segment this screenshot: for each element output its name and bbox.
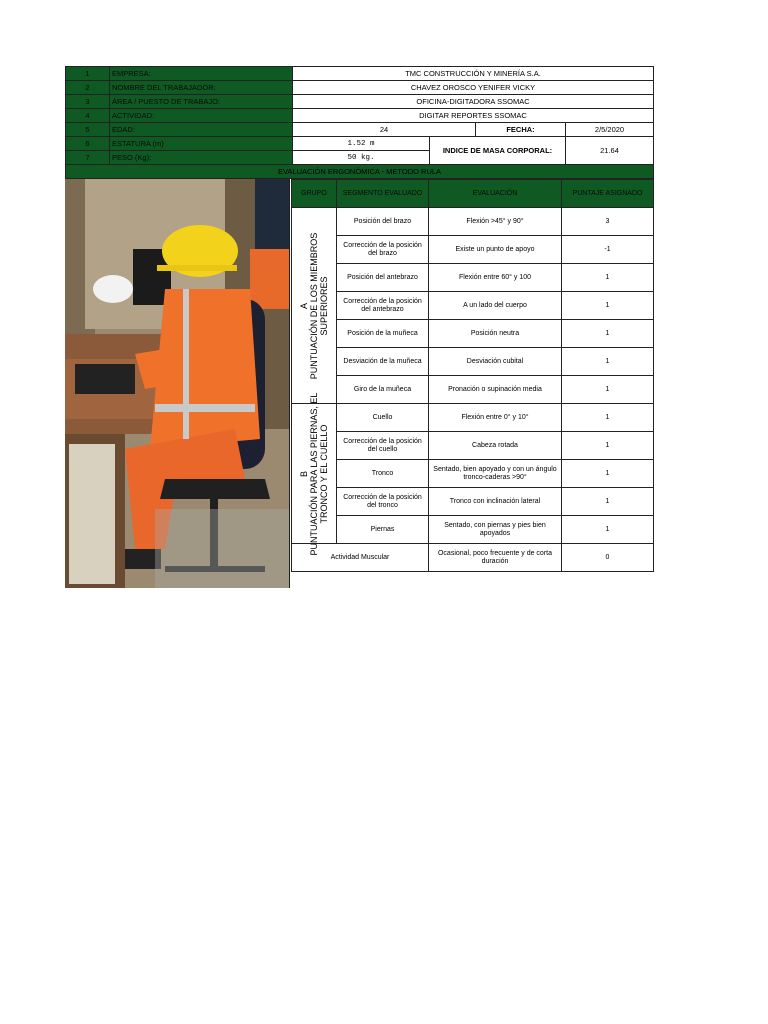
- evaluation-cell: Desviación cubital: [429, 348, 562, 376]
- muscular-eval: Ocasional, poco frecuente y de corta duración: [429, 544, 562, 572]
- table-row: [292, 432, 654, 460]
- header-puntaje: PUNTAJE ASIGNADO: [562, 180, 654, 208]
- muscular-score: 0: [562, 544, 654, 572]
- evaluation-body: [65, 179, 653, 590]
- segment-cell: Tronco: [337, 460, 429, 488]
- table-row: [292, 320, 654, 348]
- score-cell: 3: [562, 208, 654, 236]
- score-cell: 1: [562, 404, 654, 432]
- segment-cell: Corrección de la posición del antebrazo: [337, 292, 429, 320]
- evaluation-title: EVALUACIÓN ERGONÓMICA - METODO RULA: [66, 165, 654, 179]
- score-cell: 1: [562, 460, 654, 488]
- score-cell: 1: [562, 488, 654, 516]
- segment-cell: Posición del brazo: [337, 208, 429, 236]
- row-num: 1: [66, 67, 110, 81]
- evaluation-cell: Sentado, con piernas y pies bien apoyados: [429, 516, 562, 544]
- segment-cell: Piernas: [337, 516, 429, 544]
- row-num: 2: [66, 81, 110, 95]
- score-cell: 1: [562, 376, 654, 404]
- worker-info-table: [65, 66, 654, 179]
- evaluation-cell: Flexión entre 0° y 10°: [429, 404, 562, 432]
- group-a-label: A PUNTUACIÓN DE LOS MIEMBROS SUPERIORES: [292, 208, 337, 404]
- table-row: [292, 376, 654, 404]
- table-row: [292, 516, 654, 544]
- evaluation-cell: Flexión >45° y 90°: [429, 208, 562, 236]
- worker-photo: [65, 179, 290, 588]
- row-num: 5: [66, 123, 110, 137]
- group-b-label: B PUNTUACIÓN PARA LAS PIERNAS, EL TRONCO Y EL CUELLO: [292, 404, 337, 544]
- score-cell: 1: [562, 320, 654, 348]
- evaluation-cell: Flexión entre 60° y 100: [429, 264, 562, 292]
- fecha-label: FECHA:: [476, 123, 566, 137]
- row-num: 6: [66, 137, 110, 151]
- evaluation-cell: Cabeza rotada: [429, 432, 562, 460]
- evaluation-cell: Sentado, bien apoyado y con un ángulo tronco-caderas >90°: [429, 460, 562, 488]
- evaluation-cell: Posición neutra: [429, 320, 562, 348]
- fecha-value: 2/5/2020: [566, 123, 654, 137]
- header-evaluacion: EVALUACIÓN: [429, 180, 562, 208]
- muscular-segment: Actividad Muscular: [292, 544, 429, 572]
- edad-label: EDAD:: [110, 123, 293, 137]
- segment-cell: Giro de la muñeca: [337, 376, 429, 404]
- imc-value: 21.64: [566, 137, 654, 165]
- peso-label: PESO (Kg):: [110, 151, 293, 165]
- imc-label: INDICE DE MASA CORPORAL:: [430, 137, 566, 165]
- row-num: 4: [66, 109, 110, 123]
- estatura-label: ESTATURA (m): [110, 137, 293, 151]
- table-row: [292, 264, 654, 292]
- score-cell: 1: [562, 348, 654, 376]
- table-row: [292, 488, 654, 516]
- table-row: [292, 236, 654, 264]
- info-label: ÁREA / PUESTO DE TRABAJO:: [110, 95, 293, 109]
- segment-cell: Corrección de la posición del tronco: [337, 488, 429, 516]
- info-label: NOMBRE DEL TRABAJADOR:: [110, 81, 293, 95]
- table-row: [292, 348, 654, 376]
- evaluation-cell: Pronación o supinación media: [429, 376, 562, 404]
- evaluation-cell: A un lado del cuerpo: [429, 292, 562, 320]
- worker-photo-image: [65, 179, 289, 588]
- info-value: OFICINA-DIGITADORA SSOMAC: [293, 95, 654, 109]
- score-cell: -1: [562, 236, 654, 264]
- evaluation-cell: Existe un punto de apoyo: [429, 236, 562, 264]
- row-num: 7: [66, 151, 110, 165]
- row-num: 3: [66, 95, 110, 109]
- info-value: CHAVEZ OROSCO YENIFER VICKY: [293, 81, 654, 95]
- evaluation-cell: Tronco con inclinación lateral: [429, 488, 562, 516]
- peso-value: 50 kg.: [293, 151, 430, 165]
- table-row: [292, 208, 654, 236]
- score-cell: 1: [562, 264, 654, 292]
- table-row: [292, 404, 654, 432]
- info-label: EMPRESA:: [110, 67, 293, 81]
- table-row: [292, 292, 654, 320]
- edad-value: 24: [293, 123, 476, 137]
- score-cell: 1: [562, 292, 654, 320]
- info-value: DIGITAR REPORTES SSOMAC: [293, 109, 654, 123]
- score-cell: 1: [562, 432, 654, 460]
- score-cell: 1: [562, 516, 654, 544]
- header-segmento: SEGMENTO EVALUADO: [337, 180, 429, 208]
- rula-sheet: [65, 66, 653, 590]
- header-grupo: GRUPO: [292, 180, 337, 208]
- rula-table: [291, 179, 654, 572]
- segment-cell: Cuello: [337, 404, 429, 432]
- estatura-value: 1.52 m: [293, 137, 430, 151]
- segment-cell: Corrección de la posición del brazo: [337, 236, 429, 264]
- segment-cell: Posición del antebrazo: [337, 264, 429, 292]
- info-label: ACTIVIDAD:: [110, 109, 293, 123]
- table-row: [292, 460, 654, 488]
- segment-cell: Desviación de la muñeca: [337, 348, 429, 376]
- info-value: TMC CONSTRUCCIÓN Y MINERÍA S.A.: [293, 67, 654, 81]
- segment-cell: Corrección de la posición del cuello: [337, 432, 429, 460]
- segment-cell: Posición de la muñeca: [337, 320, 429, 348]
